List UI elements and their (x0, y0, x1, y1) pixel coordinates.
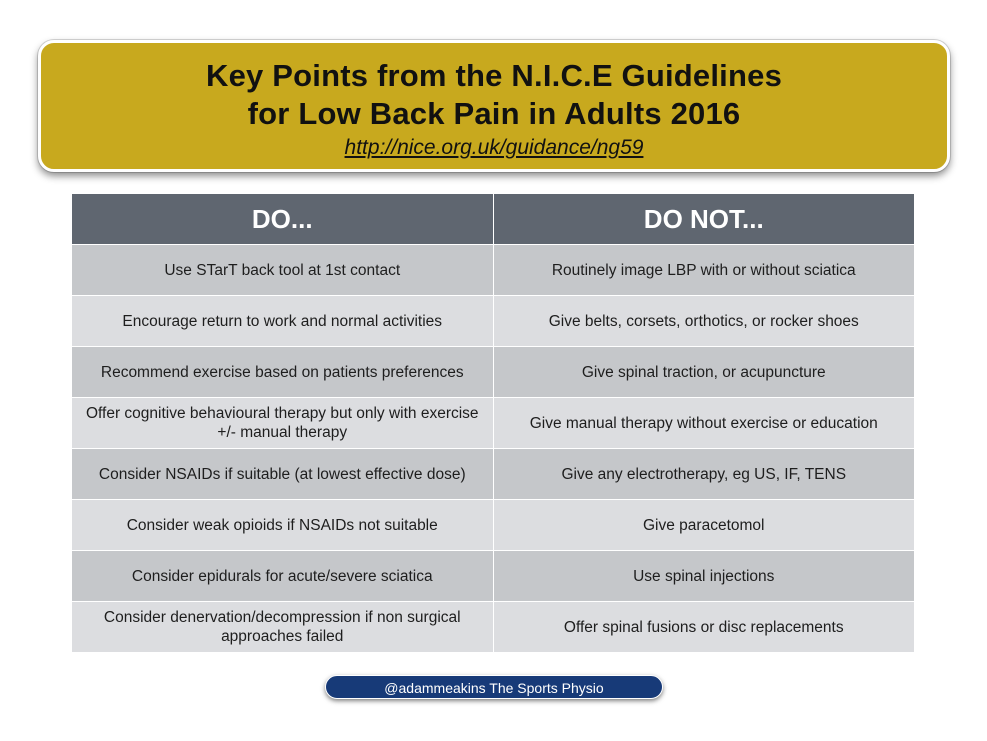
table-row (72, 500, 914, 551)
title-banner (38, 40, 950, 172)
table-row (72, 602, 914, 653)
do-cell: Use STarT back tool at 1st contact (72, 245, 493, 296)
guidance-link[interactable]: http://nice.org.uk/guidance/ng59 (344, 136, 644, 159)
do-cell: Consider denervation/decompression if non surgical approaches failed (72, 602, 493, 653)
table-row (72, 296, 914, 347)
table-row (72, 551, 914, 602)
do-not-cell: Give belts, corsets, orthotics, or rocker shoes (493, 296, 914, 347)
do-not-cell: Routinely image LBP with or without sciatica (493, 245, 914, 296)
do-not-cell: Give paracetomol (493, 500, 914, 551)
do-not-cell: Give spinal traction, or acupuncture (493, 347, 914, 398)
table-row (72, 347, 914, 398)
do-cell: Recommend exercise based on patients preferences (72, 347, 493, 398)
header-do-not: DO NOT... (493, 194, 914, 245)
do-cell: Encourage return to work and normal activities (72, 296, 493, 347)
table-row (72, 398, 914, 449)
do-not-cell: Offer spinal fusions or disc replacements (493, 602, 914, 653)
table-header-row (72, 194, 914, 245)
title-line-1: Key Points from the N.I.C.E Guidelines (205, 58, 783, 93)
do-dont-table (72, 194, 914, 652)
do-cell: Consider weak opioids if NSAIDs not suitable (72, 500, 493, 551)
do-not-cell: Give manual therapy without exercise or education (493, 398, 914, 449)
do-cell: Consider NSAIDs if suitable (at lowest effective dose) (72, 449, 493, 500)
credit-badge: @adammeakins The Sports Physio (325, 675, 663, 699)
do-cell: Consider epidurals for acute/severe sciatica (72, 551, 493, 602)
page-title (41, 43, 947, 133)
header-do: DO... (72, 194, 493, 245)
title-line-2: for Low Back Pain in Adults 2016 (247, 96, 741, 131)
do-not-cell: Give any electrotherapy, eg US, IF, TENS (493, 449, 914, 500)
do-not-cell: Use spinal injections (493, 551, 914, 602)
table-row (72, 245, 914, 296)
do-cell: Offer cognitive behavioural therapy but only with exercise +/- manual therapy (72, 398, 493, 449)
table-row (72, 449, 914, 500)
